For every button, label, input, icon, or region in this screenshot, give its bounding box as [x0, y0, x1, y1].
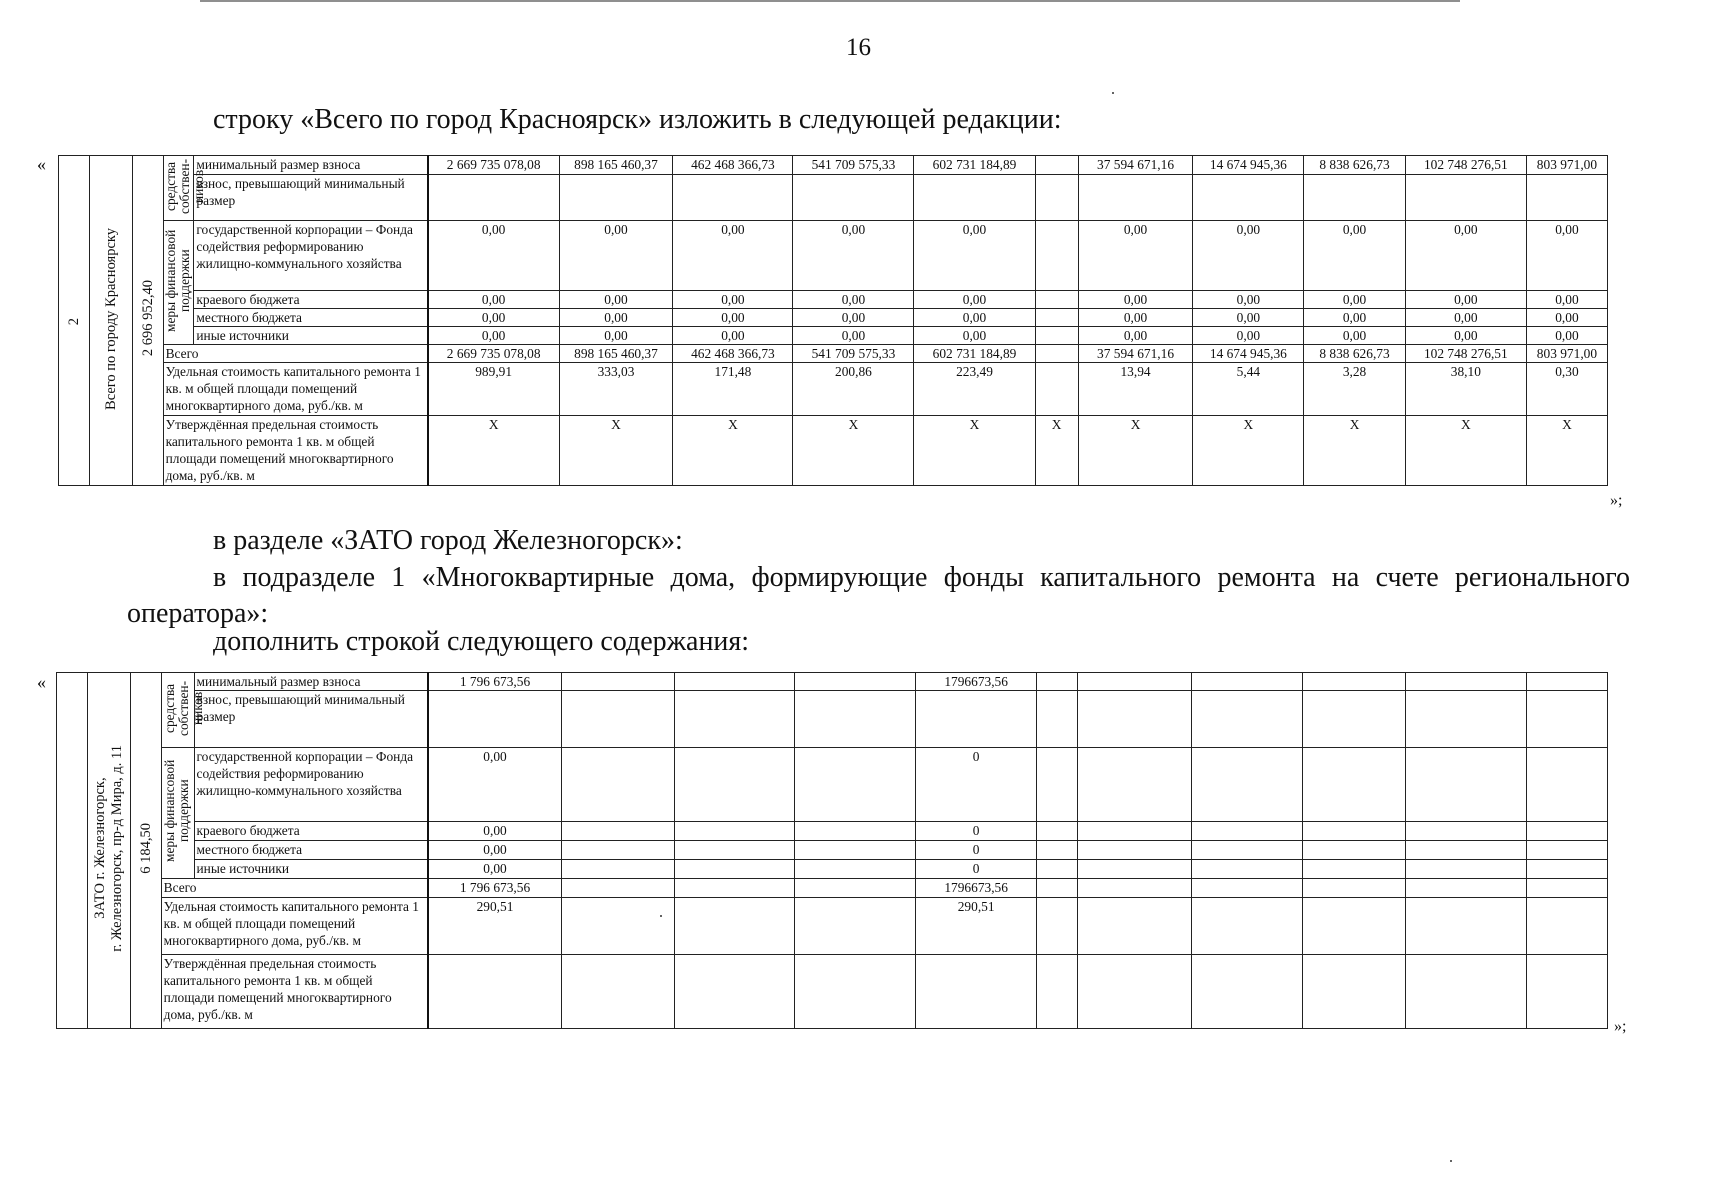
value-cell [1078, 898, 1192, 955]
value-cell: 223,49 [914, 363, 1035, 416]
value-cell [674, 841, 794, 860]
value-cell [794, 673, 915, 691]
value-cell: 0,00 [1405, 221, 1526, 291]
value-cell: 602 731 184,89 [914, 345, 1035, 363]
value-cell: 0,00 [428, 221, 559, 291]
value-cell: 0 [916, 860, 1037, 879]
value-cell [1303, 860, 1406, 879]
value-cell [1037, 860, 1078, 879]
object-name [92, 745, 126, 952]
value-cell: 0,00 [1078, 327, 1193, 345]
value-cell [1303, 898, 1406, 955]
value-cell [793, 175, 914, 221]
total-label: Всего [161, 879, 428, 898]
row-min-fee [57, 673, 1608, 691]
value-cell: 8 838 626,73 [1304, 345, 1406, 363]
value-cell [1078, 860, 1192, 879]
value-cell [1405, 879, 1526, 898]
value-cell: X [793, 416, 914, 486]
value-cell [1405, 175, 1526, 221]
value-cell: 0,00 [1526, 221, 1607, 291]
value-cell: X [559, 416, 673, 486]
subsection-line-1: в подразделе 1 «Многоквартирные дома, формирующие фонды капитального ремонта на счете регионального [213, 562, 1630, 593]
value-cell [1078, 879, 1192, 898]
value-cell [1192, 748, 1303, 822]
value-cell [1192, 691, 1303, 748]
row-limit-cost [57, 955, 1608, 1029]
row-number-cell [59, 156, 90, 486]
value-cell [1526, 691, 1607, 748]
value-cell: 0,00 [1304, 327, 1406, 345]
value-cell: 0,00 [1304, 309, 1406, 327]
value-cell [794, 860, 915, 879]
value-cell [1405, 898, 1526, 955]
value-cell: 0,00 [1193, 221, 1304, 291]
value-cell [428, 955, 561, 1029]
row-unit-cost [59, 363, 1608, 416]
value-cell [1035, 221, 1078, 291]
value-cell: 602 731 184,89 [914, 156, 1035, 175]
value-cell: 0 [916, 841, 1037, 860]
value-cell [1405, 673, 1526, 691]
other-sources-label: иные источники [194, 327, 428, 345]
value-cell: 0,00 [914, 291, 1035, 309]
value-cell: 290,51 [916, 898, 1037, 955]
value-cell [1304, 175, 1406, 221]
value-cell [1303, 879, 1406, 898]
total-label: Всего [163, 345, 428, 363]
value-cell: 0,00 [673, 327, 793, 345]
min-fee-label: минимальный размер взноса [194, 156, 428, 175]
value-cell [1035, 175, 1078, 221]
value-cell: X [914, 416, 1035, 486]
scan-speck [1450, 1160, 1452, 1162]
row-number: 2 [65, 317, 82, 325]
scan-speck [660, 915, 662, 917]
value-cell: 0,00 [428, 327, 559, 345]
value-cell: 14 674 945,36 [1193, 156, 1304, 175]
above-min-label: взнос, превышающий минимальный размер [194, 175, 428, 221]
owners-funds-cell [162, 156, 206, 221]
value-cell [428, 691, 561, 748]
value-cell: 0,00 [673, 309, 793, 327]
value-cell [1192, 898, 1303, 955]
value-cell: 0,00 [1526, 309, 1607, 327]
section-line: в разделе «ЗАТО город Железногорск»: [213, 525, 683, 556]
row-above-min [57, 691, 1608, 748]
value-cell [1303, 822, 1406, 841]
value-cell [1037, 691, 1078, 748]
value-cell [674, 955, 794, 1029]
value-cell [1192, 841, 1303, 860]
value-cell [561, 955, 674, 1029]
value-cell: X [1405, 416, 1526, 486]
value-cell [1078, 691, 1192, 748]
value-cell: 1796673,56 [916, 879, 1037, 898]
value-cell [1192, 822, 1303, 841]
value-cell: 0,00 [559, 327, 673, 345]
value-cell [1037, 822, 1078, 841]
row-regional [59, 291, 1608, 309]
value-cell [1192, 860, 1303, 879]
value-cell [1405, 822, 1526, 841]
owners-funds-label: средства собствен-ников [161, 680, 205, 736]
value-cell [1192, 879, 1303, 898]
area-cell [130, 673, 161, 1029]
value-cell [916, 691, 1037, 748]
value-cell [794, 691, 915, 748]
value-cell: 0,00 [1405, 327, 1526, 345]
value-cell [1078, 673, 1192, 691]
value-cell: 0,00 [1193, 291, 1304, 309]
value-cell [1405, 955, 1526, 1029]
row-min-fee [59, 156, 1608, 175]
value-cell: 541 709 575,33 [793, 156, 914, 175]
value-cell: 0,00 [673, 291, 793, 309]
value-cell: 200,86 [793, 363, 914, 416]
unit-cost-label: Удельная стоимость капитального ремонта 1 кв. м общей площади помещений многоквартирного дома, руб./кв. м [163, 363, 428, 416]
support-measures-label: меры финансовой поддержки [162, 229, 192, 332]
value-cell: 0,00 [428, 822, 561, 841]
value-cell: 0,00 [1405, 291, 1526, 309]
close-quote-2: »; [1614, 1018, 1627, 1035]
value-cell: 0 [916, 822, 1037, 841]
row-regional [57, 822, 1608, 841]
value-cell [561, 691, 674, 748]
value-cell: 37 594 671,16 [1078, 156, 1193, 175]
row-fund [59, 221, 1608, 291]
value-cell: 14 674 945,36 [1193, 345, 1304, 363]
value-cell [1035, 327, 1078, 345]
row-total [59, 345, 1608, 363]
area-cell [132, 156, 163, 486]
table-krasnoyarsk [58, 155, 1608, 486]
value-cell: X [1304, 416, 1406, 486]
value-cell: 0,00 [1526, 327, 1607, 345]
value-cell [1037, 841, 1078, 860]
value-cell: 0,00 [1304, 221, 1406, 291]
value-cell: 0,00 [914, 327, 1035, 345]
support-measures-label: меры финансовой поддержки [161, 759, 191, 863]
value-cell [914, 175, 1035, 221]
value-cell: 0,00 [1193, 327, 1304, 345]
limit-cost-label: Утверждённая предельная стоимость капитального ремонта 1 кв. м общей площади помещений многоквартирного дома, руб./кв. м [161, 955, 428, 1029]
row-unit-cost [57, 898, 1608, 955]
close-quote-1: »; [1610, 492, 1623, 509]
value-cell [1078, 822, 1192, 841]
value-cell [561, 860, 674, 879]
value-cell: 290,51 [428, 898, 561, 955]
value-cell [561, 879, 674, 898]
add-line: дополнить строкой следующего содержания: [213, 626, 750, 657]
scan-edge-line [200, 0, 1460, 2]
value-cell: 0,00 [428, 291, 559, 309]
value-cell [674, 691, 794, 748]
value-cell: 0,00 [914, 309, 1035, 327]
value-cell: 0,00 [914, 221, 1035, 291]
value-cell [1526, 673, 1607, 691]
value-cell [1526, 822, 1607, 841]
value-cell: 102 748 276,51 [1405, 156, 1526, 175]
table-zheleznogorsk [56, 672, 1608, 1029]
local-budget-label: местного бюджета [194, 309, 428, 327]
row-other [59, 327, 1608, 345]
value-cell: 0,00 [1078, 221, 1193, 291]
regional-budget-label: краевого бюджета [194, 291, 428, 309]
unit-cost-label: Удельная стоимость капитального ремонта 1 кв. м общей площади помещений многоквартирного дома, руб./кв. м [161, 898, 428, 955]
value-cell [794, 841, 915, 860]
value-cell [1078, 841, 1192, 860]
value-cell: 989,91 [428, 363, 559, 416]
value-cell [1192, 955, 1303, 1029]
value-cell [1526, 748, 1607, 822]
value-cell: 0,00 [673, 221, 793, 291]
total-area: 6 184,50 [137, 823, 154, 874]
value-cell [1405, 841, 1526, 860]
object-name-cell [87, 673, 130, 1029]
value-cell [674, 860, 794, 879]
value-cell: 898 165 460,37 [559, 345, 673, 363]
value-cell: 0 [916, 748, 1037, 822]
value-cell: 0,00 [1405, 309, 1526, 327]
value-cell: 38,10 [1405, 363, 1526, 416]
value-cell: 0,00 [1304, 291, 1406, 309]
value-cell: 0,00 [559, 309, 673, 327]
limit-cost-label: Утверждённая предельная стоимость капитального ремонта 1 кв. м общей площади помещений многоквартирного дома, руб./кв. м [163, 416, 428, 486]
value-cell: 13,94 [1078, 363, 1193, 416]
local-budget-label: местного бюджета [194, 841, 428, 860]
value-cell [1035, 156, 1078, 175]
row-limit-cost [59, 416, 1608, 486]
value-cell [674, 879, 794, 898]
total-area: 2 696 952,40 [139, 280, 156, 357]
value-cell: X [428, 416, 559, 486]
value-cell: 0,00 [793, 221, 914, 291]
value-cell: X [1193, 416, 1304, 486]
value-cell [1405, 748, 1526, 822]
row-local [59, 309, 1608, 327]
value-cell: 0,00 [428, 309, 559, 327]
value-cell: 0,00 [1078, 309, 1193, 327]
owners-funds-label: средства собствен-ников [162, 158, 206, 214]
value-cell: 0,00 [1526, 291, 1607, 309]
value-cell: X [673, 416, 793, 486]
value-cell [1303, 748, 1406, 822]
row-total [57, 879, 1608, 898]
value-cell: 0,00 [1078, 291, 1193, 309]
value-cell: 333,03 [559, 363, 673, 416]
value-cell: 1796673,56 [916, 673, 1037, 691]
value-cell: 171,48 [673, 363, 793, 416]
value-cell [1035, 291, 1078, 309]
row-above-min [59, 175, 1608, 221]
value-cell: 0,00 [793, 291, 914, 309]
row-fund [57, 748, 1608, 822]
value-cell [1526, 955, 1607, 1029]
value-cell: 0,00 [559, 291, 673, 309]
open-quote-2: « [37, 672, 46, 692]
value-cell [1526, 898, 1607, 955]
value-cell [794, 879, 915, 898]
value-cell: 2 669 735 078,08 [428, 156, 559, 175]
value-cell [1037, 955, 1078, 1029]
value-cell [1526, 879, 1607, 898]
support-measures-cell [161, 748, 194, 879]
value-cell [794, 898, 915, 955]
value-cell: 3,28 [1304, 363, 1406, 416]
support-measures-cell [163, 221, 194, 345]
fund-label: государственной корпорации – Фонда содействия реформированию жилищно-коммунального хозяйства [194, 221, 428, 291]
value-cell [1526, 175, 1607, 221]
value-cell: X [1078, 416, 1193, 486]
municipality-name-cell [89, 156, 132, 486]
value-cell [561, 822, 674, 841]
value-cell [561, 898, 674, 955]
value-cell [1035, 363, 1078, 416]
value-cell: 5,44 [1193, 363, 1304, 416]
value-cell [559, 175, 673, 221]
value-cell [794, 955, 915, 1029]
value-cell [674, 748, 794, 822]
value-cell [428, 175, 559, 221]
value-cell: 1 796 673,56 [428, 673, 561, 691]
value-cell [794, 748, 915, 822]
intro-line: строку «Всего по город Красноярск» изложить в следующей редакции: [213, 104, 1062, 135]
value-cell: 0,30 [1526, 363, 1607, 416]
value-cell [1303, 691, 1406, 748]
value-cell [1037, 898, 1078, 955]
value-cell [794, 822, 915, 841]
value-cell: 0,00 [1193, 309, 1304, 327]
value-cell: 0,00 [428, 748, 561, 822]
value-cell [674, 822, 794, 841]
value-cell: 0,00 [428, 841, 561, 860]
value-cell [1035, 345, 1078, 363]
value-cell [1037, 879, 1078, 898]
value-cell: 803 971,00 [1526, 345, 1607, 363]
value-cell [1035, 309, 1078, 327]
value-cell [561, 673, 674, 691]
value-cell: 0,00 [428, 860, 561, 879]
value-cell: 462 468 366,73 [673, 345, 793, 363]
value-cell [1526, 860, 1607, 879]
municipality-name: Всего по городу Красноярску [102, 227, 119, 410]
value-cell [1192, 673, 1303, 691]
owners-funds-cell [161, 673, 205, 748]
value-cell: 8 838 626,73 [1304, 156, 1406, 175]
value-cell: X [1035, 416, 1078, 486]
value-cell: X [1526, 416, 1607, 486]
min-fee-label: минимальный размер взноса [194, 673, 428, 691]
value-cell: 102 748 276,51 [1405, 345, 1526, 363]
value-cell [1526, 841, 1607, 860]
value-cell [1078, 955, 1192, 1029]
value-cell [1193, 175, 1304, 221]
object-name-line-2: г. Железногорск, пр-д Мира, д. 11 [108, 745, 125, 952]
value-cell: 37 594 671,16 [1078, 345, 1193, 363]
value-cell [1405, 691, 1526, 748]
page-number: 16 [846, 34, 871, 61]
regional-budget-label: краевого бюджета [194, 822, 428, 841]
other-sources-label: иные источники [194, 860, 428, 879]
value-cell [1303, 673, 1406, 691]
value-cell: 541 709 575,33 [793, 345, 914, 363]
value-cell: 2 669 735 078,08 [428, 345, 559, 363]
value-cell [916, 955, 1037, 1029]
value-cell [673, 175, 793, 221]
value-cell: 0,00 [793, 309, 914, 327]
value-cell: 462 468 366,73 [673, 156, 793, 175]
value-cell [1078, 175, 1193, 221]
row-other [57, 860, 1608, 879]
row-number-cell [57, 673, 88, 1029]
above-min-label: взнос, превышающий минимальный размер [194, 691, 428, 748]
value-cell [1037, 748, 1078, 822]
open-quote-1: « [37, 154, 46, 174]
value-cell: 1 796 673,56 [428, 879, 561, 898]
value-cell [1405, 860, 1526, 879]
value-cell: 898 165 460,37 [559, 156, 673, 175]
value-cell: 0,00 [559, 221, 673, 291]
value-cell: 803 971,00 [1526, 156, 1607, 175]
value-cell [1078, 748, 1192, 822]
fund-label: государственной корпорации – Фонда содействия реформированию жилищно-коммунального хозяйства [194, 748, 428, 822]
value-cell [1037, 673, 1078, 691]
row-local [57, 841, 1608, 860]
scan-speck [1112, 92, 1114, 94]
value-cell [674, 673, 794, 691]
value-cell [674, 898, 794, 955]
value-cell [561, 841, 674, 860]
value-cell [561, 748, 674, 822]
value-cell [1303, 955, 1406, 1029]
value-cell [1303, 841, 1406, 860]
subsection-line-2: оператора»: [127, 598, 269, 629]
object-name-line-1: ЗАТО г. Железногорск, [91, 777, 108, 920]
value-cell: 0,00 [793, 327, 914, 345]
